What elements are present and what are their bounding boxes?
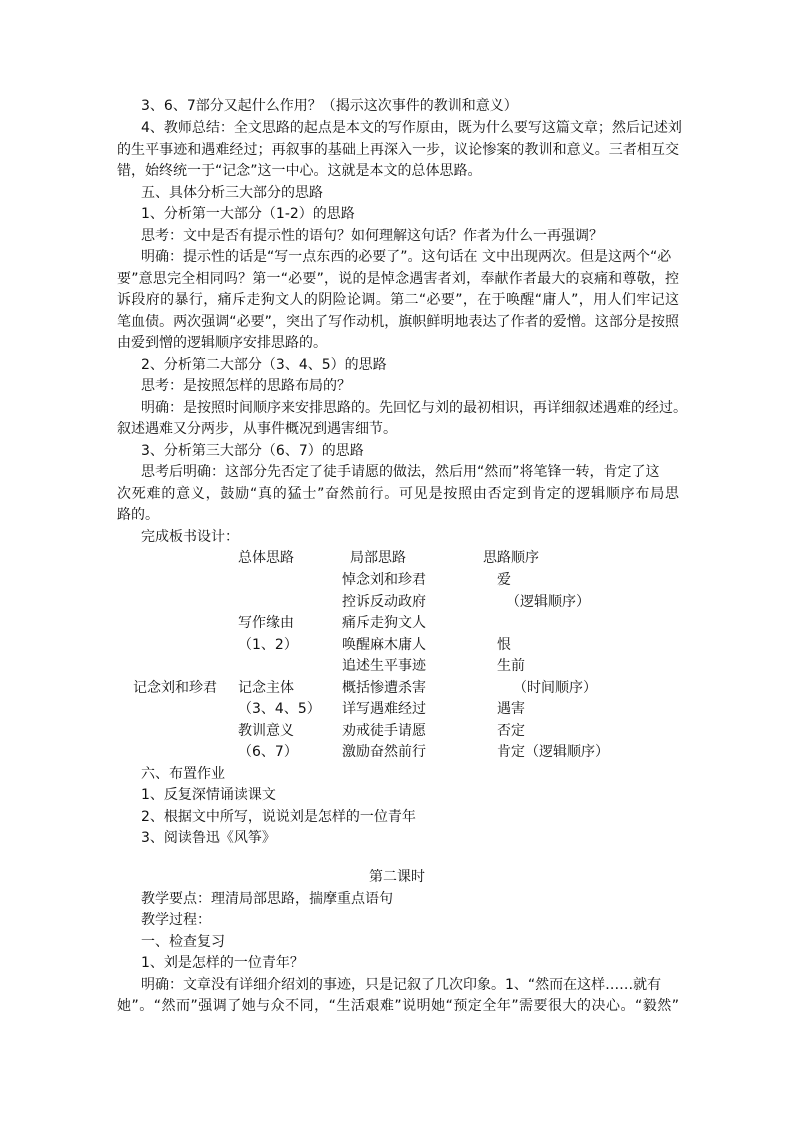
- board-overall-item: 写作缘由: [238, 615, 294, 631]
- board-local-item: 痛斥走狗文人: [342, 615, 426, 631]
- lesson-title: 第二课时: [369, 869, 425, 885]
- board-header-order: 思路顺序: [483, 550, 539, 566]
- paragraph-line: 叙述遇难又分两步，从事件概况到遇害细节。: [117, 421, 397, 437]
- paragraph-line: 她”。“然而”强调了她与众不同，“生活艰难”说明她“预定全年”需要很大的决心。“毅然”: [117, 998, 679, 1014]
- paragraph-line: 的生平事迹和遇难经过；再叙事的基础上再深入一步，议论惨案的教训和意义。三者相互交: [117, 142, 679, 158]
- subsection-heading: 1、分析第一大部分（1-2）的思路: [141, 206, 355, 222]
- paragraph-line: 明确：是按照时间顺序来安排思路的。先回忆与刘的最初相识，再详细叙述遇难的经过。: [141, 400, 687, 416]
- board-order-item: 爱: [497, 572, 511, 588]
- board-local-item: 唤醒麻木庸人: [342, 637, 426, 653]
- subsection-heading: 3、分析第三大部分（6、7）的思路: [141, 443, 364, 459]
- board-order-item: 否定: [497, 723, 525, 739]
- board-overall-range: （1、2）: [238, 637, 298, 653]
- section-heading: 六、布置作业: [141, 766, 225, 782]
- board-local-item: 追述生平事迹: [342, 658, 426, 674]
- paragraph-line: 明确：提示性的话是“写一点东西的必要了”。这句话在 文中出现两次。但是这两个“必: [141, 249, 672, 265]
- paragraph-line: 次死难的意义，鼓励“真的猛士”奋然前行。可见是按照由否定到肯定的逻辑顺序布局思: [117, 486, 679, 502]
- paragraph-line: 思考后明确：这部分先否定了徒手请愿的做法，然后用“然而”将笔锋一转，肯定了这: [141, 464, 660, 480]
- paragraph-line: 思考：是按照怎样的思路布局的？: [141, 378, 351, 394]
- subsection-heading: 1、刘是怎样的一位青年？: [141, 955, 304, 971]
- paragraph-line: 3、6、7部分又起什么作用？（揭示这次事件的教训和意义）: [141, 98, 518, 114]
- paragraph-line: 错，始终统一于“记念”这一中心。这就是本文的总体思路。: [117, 163, 482, 179]
- list-item: 1、反复深情诵读课文: [141, 787, 276, 803]
- board-order-item: 肯定（逻辑顺序）: [497, 744, 609, 760]
- subsection-heading: 2、分析第二大部分（3、4、5）的思路: [141, 357, 387, 373]
- board-overall-range: （3、4、5）: [238, 701, 321, 717]
- board-local-item: 概括惨遭杀害: [342, 680, 426, 696]
- board-order-item: 恨: [497, 637, 511, 653]
- board-header-local: 局部思路: [350, 550, 406, 566]
- paragraph-line: 诉段府的暴行，痛斥走狗文人的阴险论调。第二“必要”，在于唤醒“庸人”，用人们牢记这: [117, 292, 679, 308]
- board-order-item: 生前: [497, 658, 525, 674]
- paragraph-line: 思考：文中是否有提示性的语句？如何理解这句话？作者为什么一再强调？: [141, 228, 603, 244]
- board-header-overall: 总体思路: [238, 550, 294, 566]
- section-heading: 一、检查复习: [141, 934, 225, 950]
- board-local-item: 详写遇难经过: [342, 701, 426, 717]
- paragraph-line: 要”意思完全相同吗？第一“必要”，说的是悼念遇害者刘，奉献作者最大的哀痛和尊敬，控: [117, 271, 679, 287]
- paragraph-line: 教学过程：: [141, 912, 211, 928]
- section-heading: 五、具体分析三大部分的思路: [141, 185, 323, 201]
- paragraph-line: 4、教师总结：全文思路的起点是本文的写作原由，既为什么要写这篇文章；然后记述刘: [141, 120, 682, 136]
- list-item: 3、阅读鲁迅《风筝》: [141, 830, 276, 846]
- paragraph-line: 明确：文章没有详细介绍刘的事迹，只是记叙了几次印象。1、“然而在这样……就有: [141, 977, 662, 993]
- board-local-item: 劝戒徒手请愿: [342, 723, 426, 739]
- board-overall-item: 记念主体: [238, 680, 294, 696]
- board-order-item: （时间顺序）: [513, 680, 597, 696]
- board-local-item: 激励奋然前行: [342, 744, 426, 760]
- board-root: 记念刘和珍君: [133, 680, 217, 696]
- paragraph-line: 路的。: [117, 507, 159, 523]
- paragraph-line: 由爱到憎的逻辑顺序安排思路的。: [117, 335, 327, 351]
- list-item: 2、根据文中所写，说说刘是怎样的一位青年: [141, 809, 416, 825]
- paragraph-line: 教学要点：理清局部思路，揣摩重点语句: [141, 891, 393, 907]
- board-overall-item: 教训意义: [238, 723, 294, 739]
- board-order-item: （逻辑顺序）: [506, 594, 590, 610]
- paragraph-line: 笔血债。两次强调“必要”，突出了写作动机，旗帜鲜明地表达了作者的爱憎。这部分是按照: [117, 314, 679, 330]
- board-local-item: 悼念刘和珍君: [342, 572, 426, 588]
- board-overall-range: （6、7）: [238, 744, 298, 760]
- paragraph-line: 完成板书设计：: [141, 529, 239, 545]
- board-local-item: 控诉反动政府: [342, 594, 426, 610]
- board-order-item: 遇害: [497, 701, 525, 717]
